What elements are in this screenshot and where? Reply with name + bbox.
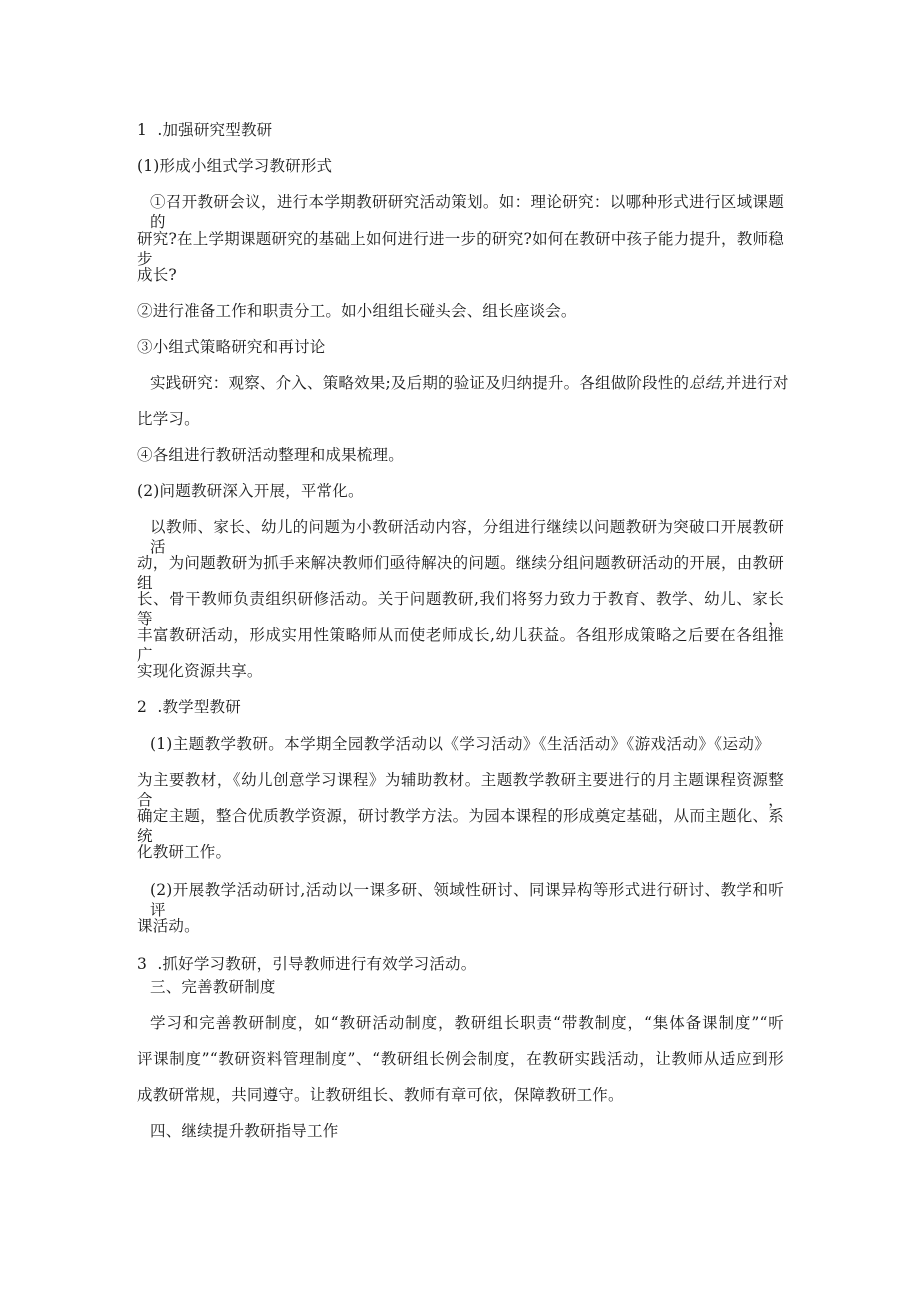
paragraph-line: ①召开教研会议，进行本学期教研研究活动策划。如：理论研究：以哪种形式进行区域课题的 — [150, 193, 784, 231]
paragraph-text: ,并进行对 — [720, 374, 789, 392]
section-heading-3: 三、完善教研制度 — [150, 978, 276, 996]
paragraph-line: 研究?在上学期课题研究的基础上如何进行进一步的研究?如何在教研中孩子能力提升，教师稳步 — [137, 230, 784, 268]
paragraph-line: 评课制度”“教研资料管理制度”、“教研组长例会制度，在教研实践活动，让教师从适应到形 — [137, 1050, 784, 1068]
paragraph-line: ④各组进行教研活动整理和成果梳理。 — [137, 446, 404, 464]
paragraph-line: 学习和完善教研制度，如“教研活动制度，教研组长职责“带教制度，“集体备课制度”“听 — [150, 1014, 784, 1032]
subheading-1-1: (1)形成小组式学习教研形式 — [137, 157, 333, 175]
paragraph-line: 丰富教研活动，形成实用性策略师从而使老师成长,幼儿获益。各组形成策略之后要在各组推广 — [137, 626, 784, 664]
paragraph-line: 长、骨干教师负责组织研修活动。关于问题教研,我们将努力致力于教育、教学、幼儿、家长等， — [137, 590, 784, 628]
paragraph-line: 成教研常规，共同遵守。让教研组长、教师有章可依，保障教研工作。 — [137, 1086, 624, 1104]
section-heading-4: 四、继续提升教研指导工作 — [150, 1122, 339, 1140]
italic-text: 总结 — [689, 374, 721, 392]
paragraph-line: (1)主题教学教研。本学期全园教学活动以《学习活动》《生活活动》《游戏活动》《运动》 — [150, 735, 770, 753]
subheading-1-2: (2)问题教研深入开展，平常化。 — [137, 482, 364, 500]
paragraph-line: 确定主题，整合优质教学资源，研讨教学方法。为园本课程的形成奠定基础，从而主题化、系统 — [137, 807, 784, 845]
paragraph-line: 成长? — [137, 266, 177, 284]
paragraph-line: 以教师、家长、幼儿的问题为小教研活动内容，分组进行继续以问题教研为突破口开展教研活 — [150, 518, 784, 556]
paragraph-line: 为主要教材，《幼儿创意学习课程》为辅助教材。主题教学教研主要进行的月主题课程资源整合， — [137, 771, 784, 809]
paragraph-line — [150, 373, 789, 393]
heading-1: 1 .加强研究型教研 — [137, 121, 273, 139]
heading-3: 3 .抓好学习教研，引导教师进行有效学习活动。 — [137, 955, 477, 973]
paragraph-line: 比学习。 — [137, 410, 200, 428]
paragraph-line: 化教研工作。 — [137, 843, 232, 861]
paragraph-line: (2)开展教学活动研讨,活动以一课多研、领域性研讨、同课异构等形式进行研讨、教学和听评 — [150, 881, 784, 919]
paragraph-line: ②进行准备工作和职责分工。如小组组长碰头会、组长座谈会。 — [137, 302, 577, 320]
paragraph-text: 实践研究：观察、介入、策略效果;及后期的验证及归纳提升。各组做阶段性的 — [150, 374, 690, 392]
heading-2: 2 .教学型教研 — [137, 698, 241, 716]
paragraph-line: 实现化资源共享。 — [137, 662, 263, 680]
paragraph-line: 课活动。 — [137, 917, 200, 935]
paragraph-line: ③小组式策略研究和再讨论 — [137, 338, 326, 356]
paragraph-line: 动，为问题教研为抓手来解决教师们亟待解决的问题。继续分组问题教研活动的开展，由教研组 — [137, 554, 784, 592]
